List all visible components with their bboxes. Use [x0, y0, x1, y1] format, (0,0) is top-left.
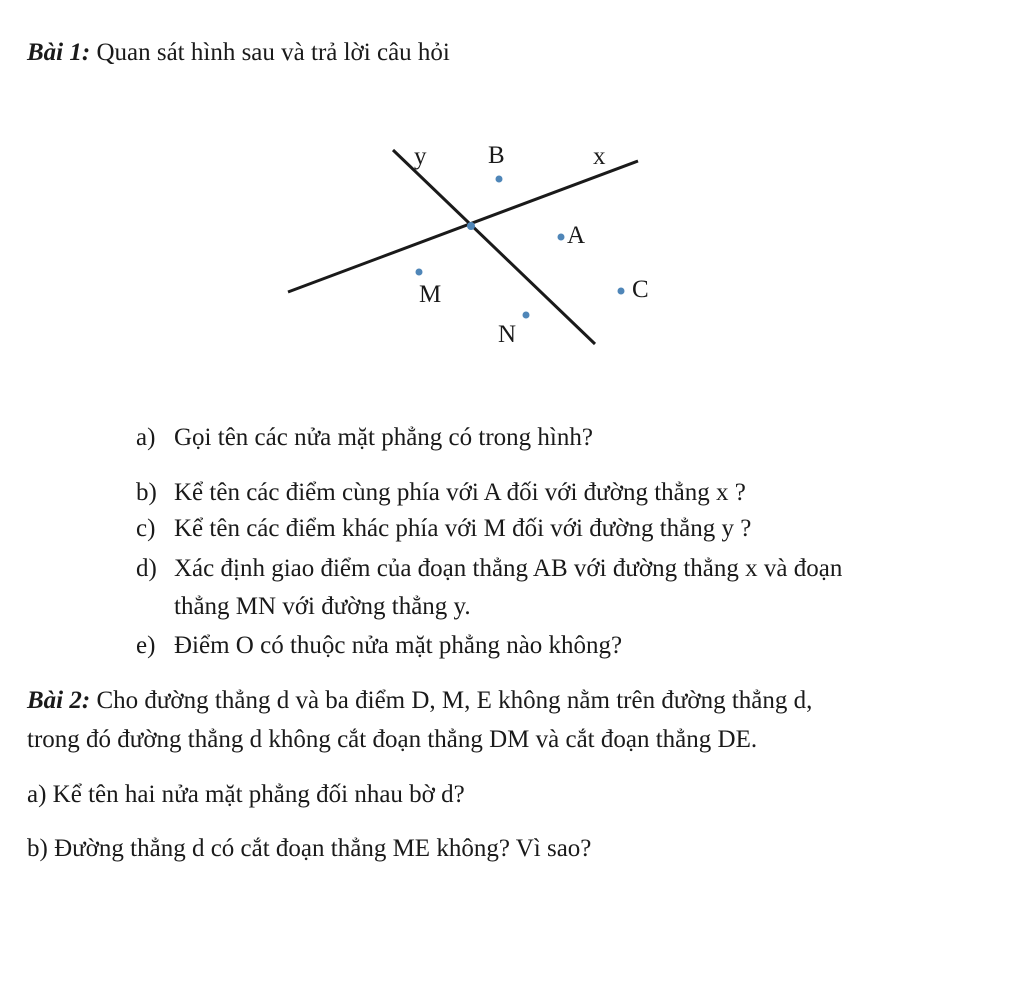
question-1b-text: Kể tên các điểm cùng phía với A đối với đường thẳng x ? — [174, 479, 746, 506]
exercise-1-label: Bài 1: — [27, 39, 91, 66]
point-n-label: N — [498, 321, 517, 348]
question-1e-text: Điểm O có thuộc nửa mặt phẳng nào không? — [174, 632, 623, 659]
question-1e-letter: e) — [136, 632, 156, 659]
point-n-dot — [523, 312, 530, 319]
line-x-label: x — [593, 143, 606, 170]
exercise-2-prompt-line-2: trong đó đường thẳng d không cắt đoạn thẳng DM và cắt đoạn thẳng DE. — [27, 726, 758, 753]
question-1d-letter: d) — [136, 555, 157, 582]
question-2b: b) Đường thẳng d có cắt đoạn thẳng ME không? Vì sao? — [27, 835, 592, 862]
question-1d-text-line-1: Xác định giao điểm của đoạn thẳng AB với đường thẳng x và đoạn — [174, 555, 843, 582]
intersection-point — [467, 222, 475, 230]
point-b-label: B — [488, 142, 505, 169]
point-b-dot — [496, 176, 503, 183]
question-1b-letter: b) — [136, 479, 157, 506]
exercise-2-label: Bài 2: — [27, 687, 91, 714]
line-x — [288, 161, 638, 292]
exercise-1-prompt: Quan sát hình sau và trả lời câu hỏi — [96, 39, 450, 66]
question-1d-text-line-2: thẳng MN với đường thẳng y. — [174, 593, 471, 620]
line-y-label: y — [414, 143, 427, 170]
question-1a-letter: a) — [136, 424, 156, 451]
point-a-label: A — [567, 222, 586, 249]
exercise-2-prompt-line-1: Cho đường thẳng d và ba điểm D, M, E không nằm trên đường thẳng d, — [96, 687, 813, 714]
point-m-label: M — [419, 281, 442, 308]
geometry-figure — [0, 0, 1024, 400]
question-1c-letter: c) — [136, 515, 156, 542]
question-1c-text: Kể tên các điểm khác phía với M đối với đường thẳng y ? — [174, 515, 752, 542]
question-2a: a) Kể tên hai nửa mặt phẳng đối nhau bờ d? — [27, 781, 465, 808]
question-1a-text: Gọi tên các nửa mặt phẳng có trong hình? — [174, 424, 593, 451]
point-a-dot — [558, 234, 565, 241]
point-m-dot — [416, 269, 423, 276]
exercise-2-heading — [27, 688, 812, 713]
line-y — [393, 150, 595, 344]
point-c-dot — [618, 288, 625, 295]
point-c-label: C — [632, 276, 649, 303]
